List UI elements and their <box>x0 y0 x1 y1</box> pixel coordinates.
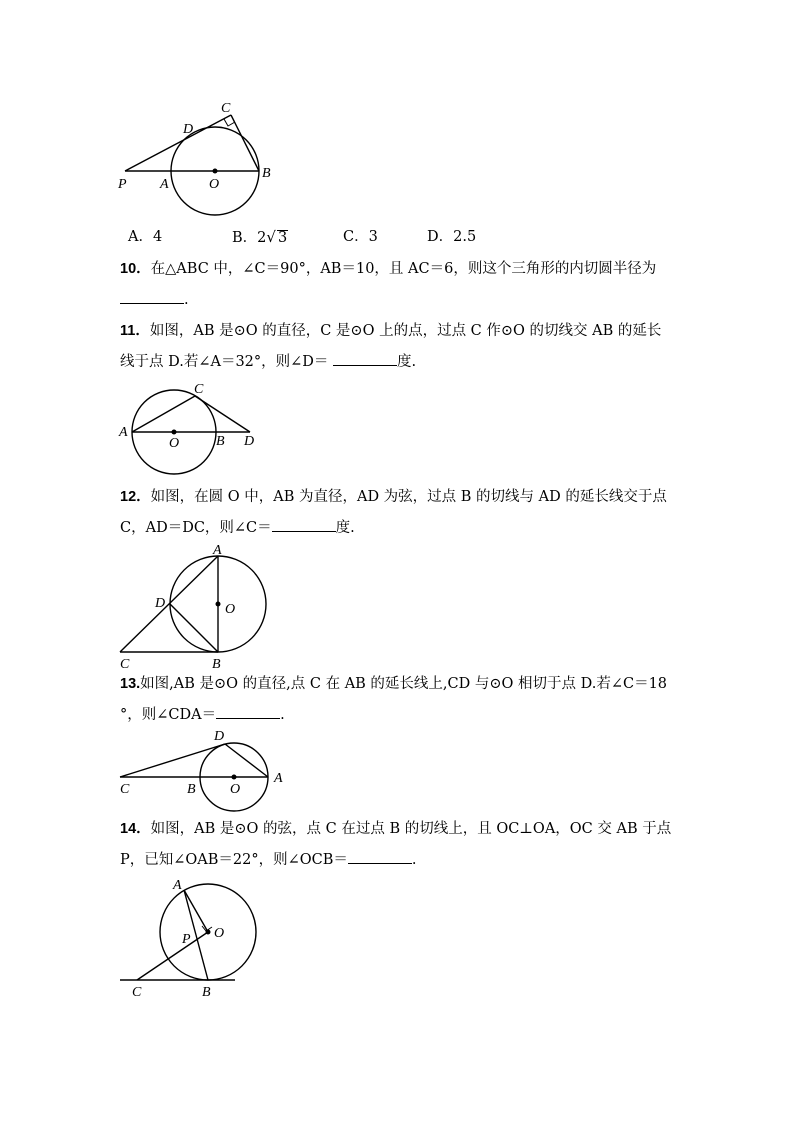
q14-figure <box>110 875 250 1005</box>
q12-line2 <box>120 517 355 539</box>
q12-label-a: A <box>213 543 222 558</box>
q13-number: 13. <box>120 676 141 692</box>
q10-tail: . <box>184 292 189 308</box>
q14-line-oc <box>137 932 208 980</box>
q12-figure <box>110 540 280 675</box>
q9-line-cb <box>231 115 259 171</box>
q13-line-da <box>225 744 268 777</box>
q11-text-line2-post: 度. <box>397 354 417 370</box>
q14-number: 14． <box>120 821 151 837</box>
q14-center-dot <box>206 930 211 935</box>
q9-option-c-letter: C． <box>343 229 369 245</box>
q11-label-o: O <box>169 436 180 451</box>
q12-label-b: B <box>212 657 221 672</box>
q14-text-line2-pre: P，已知∠OAB＝22°，则∠OCB＝ <box>120 852 348 868</box>
q13-label-a: A <box>274 771 283 786</box>
q11-text-line2-pre: 线于点 D.若∠A＝32°，则∠D＝ <box>120 354 334 370</box>
q12-text-line1: 如图，在圆 O 中，AB 为直径，AD 为弦，过点 B 的切线与 AD 的延长线交于点 <box>150 489 667 505</box>
q14-answer-blank[interactable] <box>348 849 412 864</box>
q10-line1 <box>120 258 656 280</box>
q14-line2 <box>120 849 417 871</box>
q10-answer-blank[interactable] <box>120 289 184 304</box>
q11-label-c: C <box>194 382 204 397</box>
q11-label-b: B <box>216 434 225 449</box>
q9-option-b-letter: B． <box>232 230 258 246</box>
q13-line2 <box>120 704 285 726</box>
q11-line-ac <box>132 396 195 432</box>
q14-text-line2-post: . <box>411 852 417 868</box>
q14-label-o: O <box>214 926 225 941</box>
q11-text-line1: 如图，AB 是⊙O 的直径，C 是⊙O 上的点，过点 C 作⊙O 的切线交 AB 的延长 <box>149 323 662 339</box>
q9-option-a <box>128 226 162 248</box>
sqrt-icon: √ <box>266 228 276 246</box>
q9-option-d-letter: D． <box>427 229 454 245</box>
q13-text-line2-pre: °，则∠CDA＝ <box>120 707 217 723</box>
q9-option-c-value: 3 <box>368 229 378 245</box>
q11-figure <box>110 380 270 475</box>
q13-answer-blank[interactable] <box>216 704 280 719</box>
q9-label-d: D <box>183 122 194 137</box>
q11-answer-blank[interactable] <box>333 351 397 366</box>
q9-label-p: P <box>118 177 127 192</box>
q11-number: 11． <box>120 323 150 339</box>
q12-answer-blank[interactable] <box>272 517 336 532</box>
q12-label-d: D <box>155 596 166 611</box>
q14-text-line1: 如图，AB 是⊙O 的弦，点 C 在过点 B 的切线上，且 OC⊥OA，OC 交 AB 于点 <box>150 821 672 837</box>
q14-label-c: C <box>132 985 142 1000</box>
q11-label-a: A <box>119 425 128 440</box>
q12-label-c: C <box>120 657 130 672</box>
q11-label-d: D <box>244 434 255 449</box>
q12-line1 <box>120 486 667 508</box>
q13-label-b: B <box>187 782 196 797</box>
q14-line-oa <box>184 890 208 932</box>
q12-text-line2-post: 度. <box>335 520 355 536</box>
q9-label-a: A <box>160 177 169 192</box>
q9-label-b: B <box>262 166 271 181</box>
q13-label-d: D <box>214 729 225 744</box>
q14-label-b: B <box>202 985 211 1000</box>
q9-label-c: C <box>221 101 231 116</box>
q13-label-o: O <box>230 782 241 797</box>
q12-text-line2-pre: C，AD＝DC，则∠C＝ <box>120 520 272 536</box>
q12-label-o: O <box>225 602 236 617</box>
q9-option-d <box>427 226 476 248</box>
q14-line1 <box>120 818 671 840</box>
q9-option-b-radicand: 3 <box>277 230 288 246</box>
q11-line1 <box>120 320 661 342</box>
q14-label-a: A <box>173 878 182 893</box>
q9-label-o: O <box>209 177 220 192</box>
q14-label-p: P <box>182 932 191 947</box>
q9-option-c <box>343 226 378 248</box>
q13-text-line1: 如图,AB 是⊙O 的直径,点 C 在 AB 的延长线上,CD 与⊙O 相切于点 D.若∠C＝18 <box>140 676 668 692</box>
q9-center-dot <box>213 169 218 174</box>
q10-text: 在△ABC 中，∠C＝90°，AB＝10，且 AC＝6，则这个三角形的内切圆半径为 <box>150 261 657 277</box>
q10-line2 <box>120 289 189 311</box>
q13-line1 <box>120 673 667 695</box>
q10-number: 10． <box>120 261 151 277</box>
q9-option-a-value: 4 <box>152 229 163 245</box>
q11-center-dot <box>172 430 177 435</box>
q9-option-a-letter: A． <box>128 229 153 245</box>
q13-figure <box>110 725 295 825</box>
q11-line-cd <box>195 396 250 432</box>
q9-option-b <box>232 226 288 249</box>
q11-line2 <box>120 351 416 373</box>
q9-figure <box>110 95 280 225</box>
q9-option-b-coef: 2 <box>257 230 267 246</box>
q13-text-line2-post: . <box>280 707 285 723</box>
q13-line-cd <box>120 744 225 777</box>
q13-label-c: C <box>120 782 130 797</box>
q12-center-dot <box>216 602 221 607</box>
q9-option-d-value: 2.5 <box>453 229 477 245</box>
q13-center-dot <box>232 775 237 780</box>
q9-line-pc <box>125 115 231 171</box>
q12-number: 12． <box>120 489 151 505</box>
